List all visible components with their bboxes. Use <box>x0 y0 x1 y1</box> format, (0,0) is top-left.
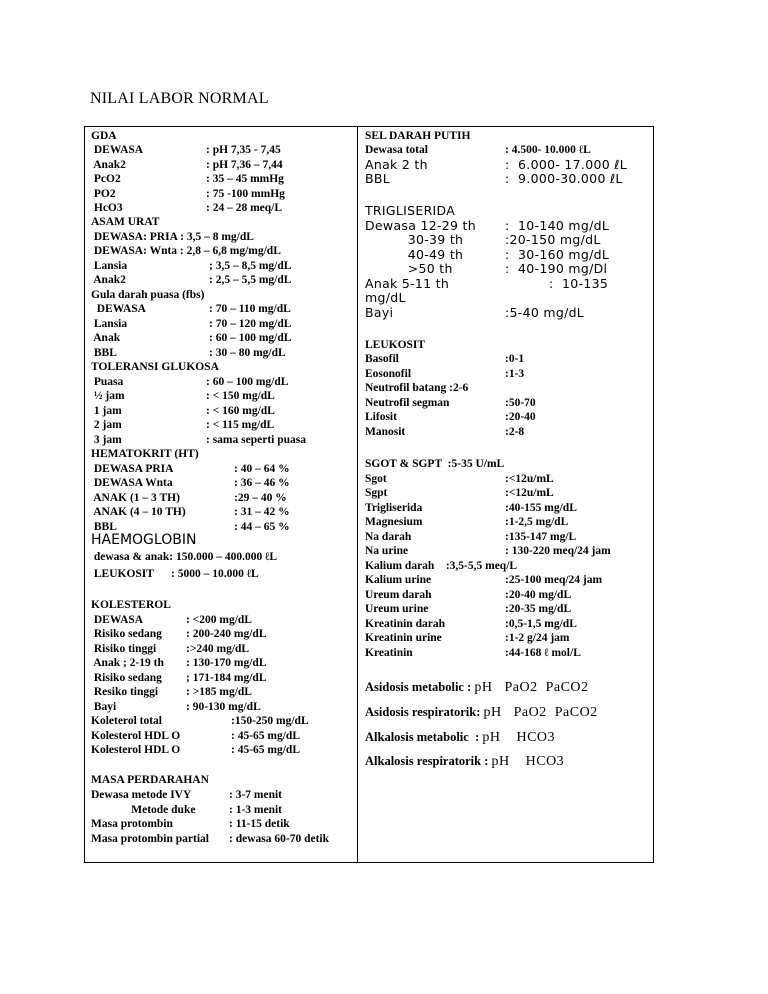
row-label: Ureum darah <box>365 589 432 601</box>
row-value: :20-150 mg/dL <box>505 232 601 247</box>
row-value: : 60 – 100 mg/dL <box>209 332 292 344</box>
row-label: PO2 <box>91 188 116 200</box>
row-label: DEWASA <box>91 144 144 156</box>
right-text-line: LEUKOSIT <box>365 339 426 351</box>
acid-base-values: pH HCO3 <box>482 730 556 745</box>
row-value: : 11-15 detik <box>229 818 290 830</box>
row-value: : 30-160 mg/dL <box>505 247 610 262</box>
left-value-row <box>91 505 353 521</box>
row-value: : 24 – 28 meq/L <box>206 202 283 214</box>
row-value: : 75 -100 mmHg <box>206 188 285 200</box>
row-label: Anak 5-11 th <box>365 276 450 291</box>
left-value-row <box>91 331 353 347</box>
row-value: :1-3 <box>505 368 525 380</box>
row-label: >50 th <box>365 261 453 276</box>
row-label: DEWASA <box>91 303 146 315</box>
row-label: Anak2 <box>91 274 126 286</box>
row-label: Lifosit <box>365 411 397 423</box>
row-label: DEWASA <box>91 614 144 626</box>
right-value-row <box>365 544 649 560</box>
row-value: : 36 – 46 % <box>234 477 290 489</box>
left-text-line: DEWASA: Wnta : 2,8 – 6,8 mg/mg/dL <box>91 245 281 257</box>
left-value-row <box>91 656 353 672</box>
right-text-line: SGOT & SGPT :5-35 U/mL <box>365 458 505 470</box>
row-value: :5-40 mg/dL <box>505 305 585 320</box>
left-text-line: ASAM URAT <box>91 216 160 228</box>
row-value: :40-155 mg/dL <box>505 502 577 514</box>
row-value: : 130-170 mg/dL <box>186 657 267 669</box>
row-value: :1-2,5 mg/dL <box>505 516 569 528</box>
left-text-line: MASA PERDARAHAN <box>91 774 209 786</box>
right-value-row <box>365 631 649 647</box>
left-text-line: dewasa & anak: 150.000 – 400.000 ℓL <box>91 551 278 563</box>
row-label: Masa protombin partial <box>91 833 209 845</box>
row-value: : 45-65 mg/dL <box>231 730 300 742</box>
row-label: Bayi <box>365 305 394 320</box>
left-value-row <box>91 476 353 492</box>
row-label: Kalium urine <box>365 574 432 586</box>
acid-base-label: Alkalosis respiratorik : <box>365 754 492 768</box>
lab-values-table <box>84 126 654 863</box>
right-value-row <box>365 352 649 368</box>
left-text-line: DEWASA: PRIA : 3,5 – 8 mg/dL <box>91 231 254 243</box>
row-value: : < 150 mg/dL <box>206 390 275 402</box>
row-value: : 2,5 – 5,5 mg/dL <box>209 274 292 286</box>
acid-base-label: Alkalosis metabolic : <box>365 730 483 744</box>
right-text-line: Neutrofil batang :2-6 <box>365 382 469 394</box>
row-value: : 45-65 mg/dL <box>231 744 300 756</box>
row-label: HcO3 <box>91 202 123 214</box>
right-value-row <box>365 172 649 188</box>
row-value: : 70 – 120 mg/dL <box>209 318 292 330</box>
row-label: Anak ; 2-19 th <box>91 657 164 669</box>
row-value: :29 – 40 % <box>234 492 287 504</box>
row-label: PcO2 <box>91 173 121 185</box>
left-value-row <box>91 143 353 159</box>
left-value-row <box>91 273 353 289</box>
row-value: : 1-3 menit <box>229 804 283 816</box>
row-value: :135-147 mg/L <box>505 531 577 543</box>
right-text-line: mg/dL <box>365 290 406 305</box>
row-label: Dewasa total <box>365 144 428 156</box>
row-label: ½ jam <box>91 390 125 402</box>
row-label: BBL <box>91 521 117 533</box>
row-label: Na darah <box>365 531 412 543</box>
right-acid-base-line <box>365 754 564 769</box>
row-label: ANAK (1 – 3 TH) <box>91 492 180 504</box>
row-value: :<12u/mL <box>505 487 554 499</box>
row-label: Manosit <box>365 426 406 438</box>
right-value-row <box>365 410 649 426</box>
row-label: 30-39 th <box>365 232 464 247</box>
left-text-line: Gula darah puasa (fbs) <box>91 289 205 301</box>
row-label: Bayi <box>91 701 117 713</box>
row-label: Ureum urine <box>365 603 429 615</box>
row-label: Sgpt <box>365 487 388 499</box>
row-value: :>240 mg/dL <box>186 643 250 655</box>
row-value: :25-100 meq/24 jam <box>505 574 603 586</box>
row-value: : 3-7 menit <box>229 789 283 801</box>
row-label: Anak2 <box>91 159 126 171</box>
right-value-row <box>365 306 649 322</box>
row-label: Risiko tinggi <box>91 643 157 655</box>
row-label: Kreatinin <box>365 647 413 659</box>
left-value-row <box>91 817 353 833</box>
left-text-line: TOLERANSI GLUKOSA <box>91 361 219 373</box>
row-value: : dewasa 60-70 detik <box>229 833 329 845</box>
left-value-row <box>91 743 353 759</box>
right-value-row <box>365 573 649 589</box>
column-divider <box>357 127 358 862</box>
row-label: Resiko tinggi <box>91 686 159 698</box>
row-value: ; 3,5 – 8,5 mg/dL <box>209 260 292 272</box>
row-label: BBL <box>365 171 391 186</box>
row-value: :20-40 <box>505 411 536 423</box>
left-text-line: HAEMOGLOBIN <box>91 532 197 548</box>
row-value: : 90-130 mg/dL <box>186 701 261 713</box>
row-label: Anak 2 th <box>365 157 428 172</box>
left-value-row <box>91 685 353 701</box>
left-text-line: HEMATOKRIT (HT) <box>91 448 199 460</box>
acid-base-values: pH HCO3 <box>491 754 565 769</box>
row-value: : 4.500- 10.000 ℓL <box>505 144 591 156</box>
row-value: : 10-135 <box>549 276 609 291</box>
row-value: : 10-140 mg/dL <box>505 218 610 233</box>
row-label: Koleterol total <box>91 715 162 727</box>
row-label: Na urine <box>365 545 409 557</box>
right-value-row <box>365 425 649 441</box>
row-label: Kolesterol HDL O <box>91 730 181 742</box>
row-label: Lansia <box>91 318 128 330</box>
row-label: Basofil <box>365 353 399 365</box>
row-label: Anak <box>91 332 121 344</box>
right-value-row <box>365 515 649 531</box>
left-value-row <box>91 389 353 405</box>
row-label: BBL <box>91 347 117 359</box>
row-label: Kolesterol HDL O <box>91 744 181 756</box>
left-value-row <box>91 714 353 730</box>
row-label: DEWASA Wnta <box>91 477 173 489</box>
row-value: : 130-220 meq/24 jam <box>505 545 611 557</box>
row-label: 3 jam <box>91 434 122 446</box>
row-value: :0-1 <box>505 353 525 365</box>
row-value: : 6.000- 17.000 ℓL <box>505 157 627 172</box>
row-label: Risiko sedang <box>91 672 162 684</box>
row-label: Lansia <box>91 260 128 272</box>
row-label: Sgot <box>365 473 387 485</box>
row-value: : >185 mg/dL <box>186 686 252 698</box>
acid-base-values: pH PaO2 PaCO2 <box>474 680 589 695</box>
row-value: :<12u/mL <box>505 473 554 485</box>
right-value-row <box>365 277 649 293</box>
row-label: Neutrofil segman <box>365 397 450 409</box>
left-value-row <box>91 788 353 804</box>
row-label: Trigliserida <box>365 502 423 514</box>
row-value: : 9.000-30.000 ℓL <box>505 171 623 186</box>
row-label: 40-49 th <box>365 247 464 262</box>
left-value-row <box>91 302 353 318</box>
left-value-row <box>91 418 353 434</box>
row-value: : <200 mg/dL <box>186 614 252 626</box>
row-value: : 70 – 110 mg/dL <box>209 303 291 315</box>
right-acid-base-line <box>365 680 589 695</box>
left-value-row <box>91 627 353 643</box>
right-text-line: TRIGLISERIDA <box>365 203 456 218</box>
row-value: :20-35 mg/dL <box>505 603 572 615</box>
row-value: :20-40 mg/dL <box>505 589 572 601</box>
left-text-line: GDA <box>91 130 117 142</box>
right-value-row <box>365 646 649 662</box>
right-value-row <box>365 602 649 618</box>
right-acid-base-line <box>365 730 555 745</box>
left-text-line: KOLESTEROL <box>91 599 171 611</box>
right-text-line: SEL DARAH PUTIH <box>365 130 471 142</box>
left-value-row <box>91 172 353 188</box>
row-label: Dewasa 12-29 th <box>365 218 476 233</box>
right-value-row <box>365 486 649 502</box>
row-value: : 60 – 100 mg/dL <box>206 376 289 388</box>
row-value: ; 171-184 mg/dL <box>186 672 267 684</box>
right-column <box>365 127 649 862</box>
left-column <box>91 127 353 862</box>
row-label: DEWASA PRIA <box>91 463 174 475</box>
row-value: :1-2 g/24 jam <box>505 632 570 644</box>
row-value: : < 115 mg/dL <box>206 419 275 431</box>
row-label: Risiko sedang <box>91 628 162 640</box>
acid-base-label: Asidosis respiratorik: <box>365 705 484 719</box>
right-acid-base-line <box>365 705 598 720</box>
row-label: Dewasa metode IVY <box>91 789 192 801</box>
left-text-line: LEUKOSIT : 5000 – 10.000 ℓL <box>91 568 259 580</box>
row-value: : sama seperti puasa <box>206 434 306 446</box>
right-text-line: Kalium darah :3,5-5,5 meq/L <box>365 560 518 572</box>
row-label: Kreatinin darah <box>365 618 445 630</box>
row-label: Metode duke <box>91 804 196 816</box>
row-value: : pH 7,35 - 7,45 <box>206 144 281 156</box>
row-label: Puasa <box>91 376 124 388</box>
row-value: : < 160 mg/dL <box>206 405 275 417</box>
row-value: :44-168 ℓ mol/L <box>505 647 581 659</box>
row-label: 2 jam <box>91 419 122 431</box>
row-value: : 30 – 80 mg/dL <box>209 347 286 359</box>
row-label: Masa protombin <box>91 818 173 830</box>
acid-base-values: pH PaO2 PaCO2 <box>483 705 598 720</box>
row-value: : 40 – 64 % <box>234 463 290 475</box>
acid-base-label: Asidosis metabolic : <box>365 680 475 694</box>
row-value: :50-70 <box>505 397 536 409</box>
left-value-row <box>91 832 353 848</box>
row-label: Kreatinin urine <box>365 632 442 644</box>
row-value: : pH 7,36 – 7,44 <box>206 159 283 171</box>
row-value: : 31 – 42 % <box>234 506 290 518</box>
row-label: Magnesium <box>365 516 423 528</box>
row-label: 1 jam <box>91 405 122 417</box>
page-title: NILAI LABOR NORMAL <box>90 90 269 107</box>
row-value: :2-8 <box>505 426 525 438</box>
row-value: : 44 – 65 % <box>234 521 290 533</box>
row-label: ANAK (4 – 10 TH) <box>91 506 186 518</box>
row-label: Eosonofil <box>365 368 412 380</box>
row-value: :0,5-1,5 mg/dL <box>505 618 577 630</box>
row-value: :150-250 mg/dL <box>231 715 309 727</box>
row-value: : 35 – 45 mmHg <box>206 173 284 185</box>
row-value: : 40-190 mg/Dl <box>505 261 608 276</box>
row-value: : 200-240 mg/dL <box>186 628 267 640</box>
